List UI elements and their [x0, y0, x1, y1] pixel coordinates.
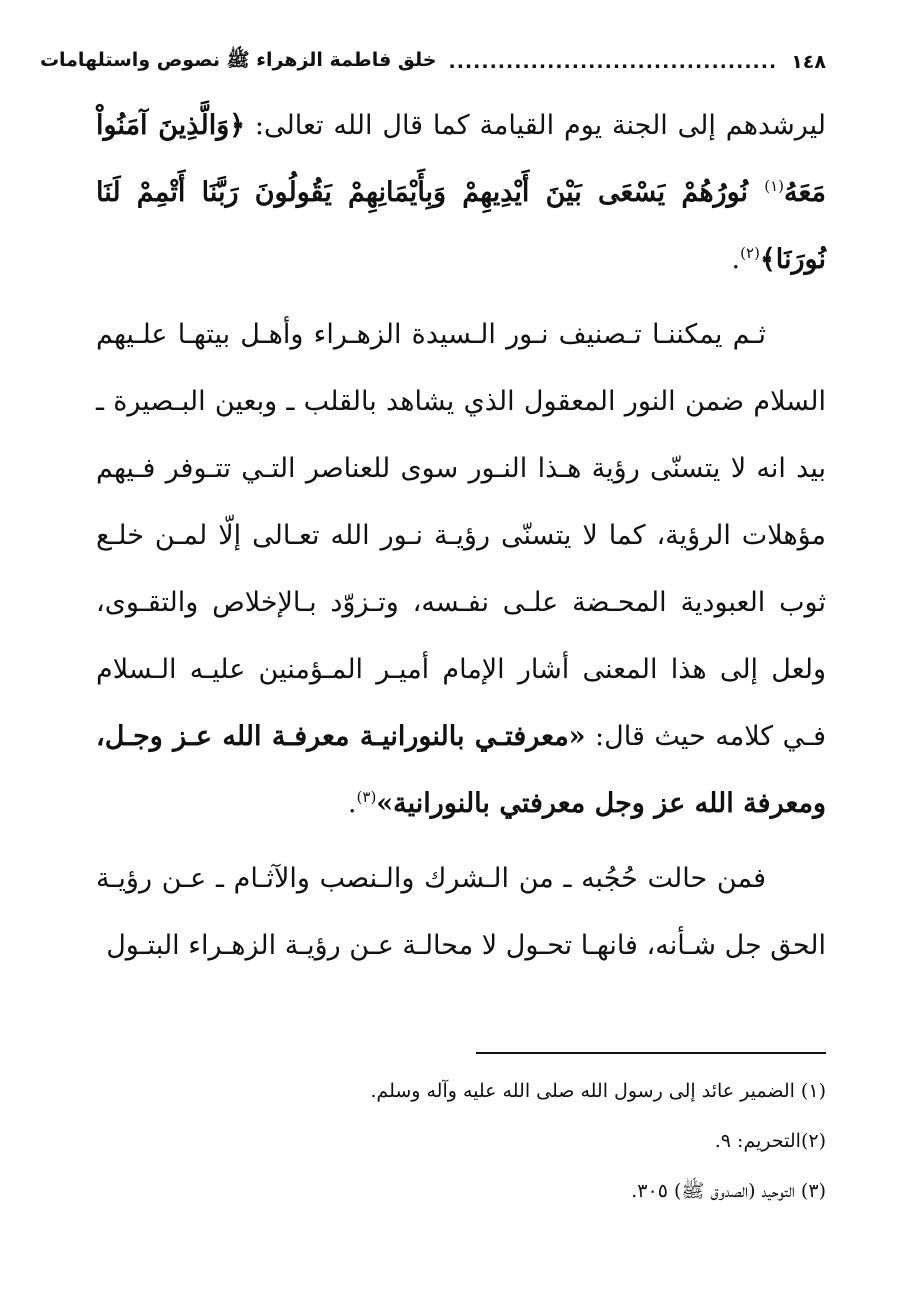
paragraph-3: [96, 845, 826, 979]
main-text: [96, 92, 826, 979]
paragraph-1-end: .: [731, 244, 741, 275]
paragraph-1: [96, 92, 826, 293]
footnote-2: (٢)التحريم: ٩.: [714, 1130, 826, 1152]
quran-verse-start: ﴿وَالَّذِينَ آمَنُواْ مَعَهُ: [96, 110, 826, 208]
paragraph-2-end: .: [347, 788, 357, 819]
header-leader-dots: ........................................: [448, 51, 778, 73]
footnote-1: (١) الضمير عائد إلى رسول الله صلى الله عليه وآله وسلم.: [370, 1080, 826, 1102]
paragraph-1-intro: ليرشدهم إلى الجنة يوم القيامة كما قال الله تعالى:: [245, 110, 826, 141]
footnote-ref-1[interactable]: (١): [764, 177, 785, 195]
paragraph-2: [96, 301, 826, 837]
paragraph-2-text: ثـم يمكننـا تـصنيف نـور الـسيدة الزهـراء وأهـل بيتهـا علـيهم السلام ضمن النور المعقول الذي يشاهد بالقلب ـ وبعين البـصيرة ـ بيد انه لا يتسنّى رؤية هـذا النـور سوى للعناصر التـي تتـوفر فـيهم مؤهلات الرؤية، كما لا يتسنّى رؤيـة نـور الله تعـالى إلّا لمـن خلـع ثوب العبودية المحـضة علـى نفـسه، وتـزوّد بـالإخلاص والتقـوى، ولعل إلى هذا المعنى أشار الإمام أميـر المـؤمنين عليـه الـسلام فـي كلامه حيث قال:: [96, 319, 826, 752]
footnotes: [96, 1078, 826, 1228]
paragraph-3-text: فمن حالت حُجُبه ـ من الـشرك والـنصب والآثـام ـ عـن رؤيـة الحق جل شـأنه، فانهـا تحـول لا محالـة عـن رؤيـة الزهـراء البتـول: [96, 863, 826, 961]
imam-quote: «معرفتـي بالنورانيـة معرفـة الله عـز وجـل، ومعرفة الله عز وجل معرفتي بالنورانية»: [96, 721, 826, 819]
running-header: [39, 40, 826, 84]
book-title: خلق فاطمة الزهراء ﷺ نصوص واستلهامات: [39, 49, 437, 71]
quran-verse-rest: نُورُهُمْ يَسْعَى بَيْنَ أَيْدِيهِمْ وَبِأَيْمَانِهِمْ يَقُولُونَ رَبَّنَا أَتْمِمْ لَنَا نُورَنَا﴾: [96, 177, 826, 275]
footnote-3: (٣) التوحيد (الصدوق ﷺ) ٣٠٥.: [631, 1180, 826, 1202]
page-number: ١٤٨: [791, 51, 826, 73]
footnote-separator: [476, 1052, 826, 1054]
footnote-ref-3[interactable]: (٣): [356, 788, 377, 806]
footnote-ref-2[interactable]: (٢): [740, 244, 760, 262]
